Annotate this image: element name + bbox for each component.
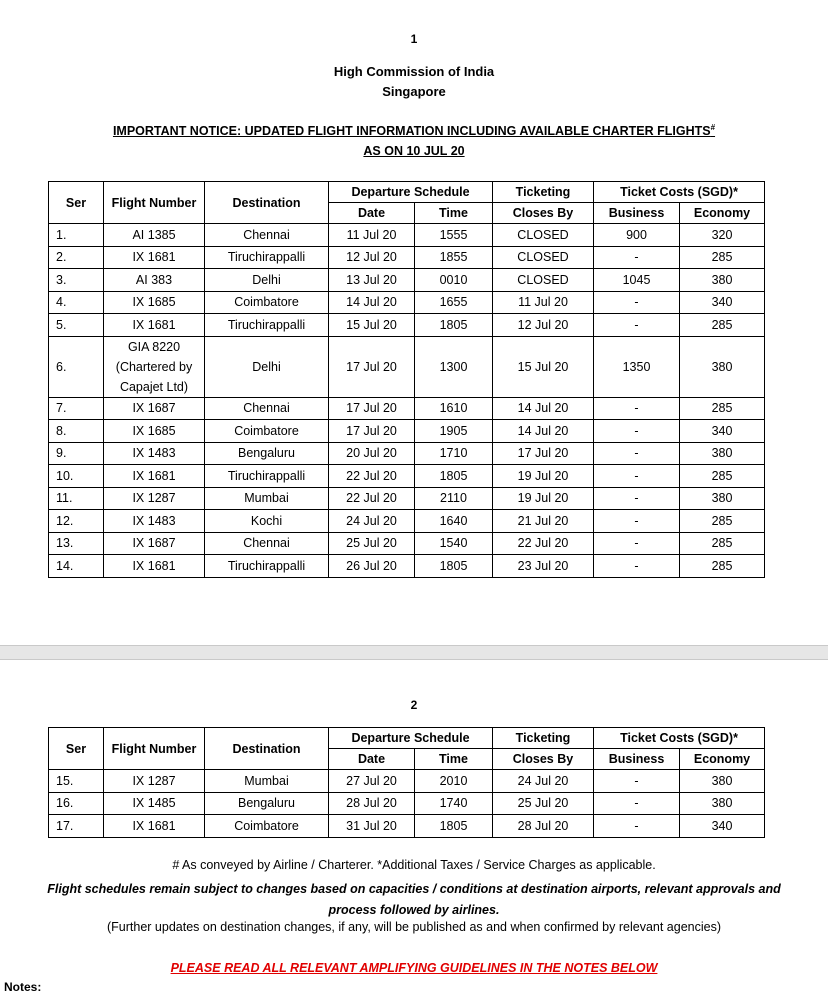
cell-economy: 340 xyxy=(680,420,765,443)
cell-time: 1740 xyxy=(415,792,493,815)
cell-date: 13 Jul 20 xyxy=(329,269,415,292)
cell-destination: Tiruchirappalli xyxy=(205,465,329,488)
table-row xyxy=(49,269,765,292)
cell-date: 22 Jul 20 xyxy=(329,465,415,488)
cell-business: - xyxy=(594,510,680,533)
cell-date: 20 Jul 20 xyxy=(329,442,415,465)
header-departure-schedule: Departure Schedule xyxy=(329,728,493,749)
cell-date: 17 Jul 20 xyxy=(329,397,415,420)
cell-economy: 380 xyxy=(680,487,765,510)
cell-flight-number: IX 1681 xyxy=(104,555,205,578)
header-destination: Destination xyxy=(205,728,329,770)
cell-flight-number: IX 1685 xyxy=(104,420,205,443)
cell-closes-by: 14 Jul 20 xyxy=(493,397,594,420)
table-row xyxy=(49,532,765,555)
cell-closes-by: 14 Jul 20 xyxy=(493,420,594,443)
cell-business: - xyxy=(594,397,680,420)
cell-time: 2110 xyxy=(415,487,493,510)
cell-economy: 285 xyxy=(680,555,765,578)
notes-label: Notes: xyxy=(4,980,42,994)
cell-time: 1555 xyxy=(415,224,493,247)
cell-date: 12 Jul 20 xyxy=(329,246,415,269)
cell-closes-by: 21 Jul 20 xyxy=(493,510,594,533)
cell-flight-number: GIA 8220 (Chartered by Capajet Ltd) xyxy=(104,336,205,397)
cell-destination: Mumbai xyxy=(205,487,329,510)
cell-destination: Tiruchirappalli xyxy=(205,246,329,269)
cell-ser: 10. xyxy=(49,465,104,488)
cell-time: 1805 xyxy=(415,555,493,578)
cell-business: - xyxy=(594,555,680,578)
cell-time: 2010 xyxy=(415,770,493,793)
cell-economy: 285 xyxy=(680,510,765,533)
cell-flight-number: IX 1687 xyxy=(104,397,205,420)
header-departure-schedule: Departure Schedule xyxy=(329,182,493,203)
table-row xyxy=(49,815,765,838)
cell-economy: 340 xyxy=(680,815,765,838)
cell-closes-by: CLOSED xyxy=(493,224,594,247)
header-business: Business xyxy=(594,203,680,224)
header-economy: Economy xyxy=(680,203,765,224)
cell-destination: Kochi xyxy=(205,510,329,533)
cell-ser: 8. xyxy=(49,420,104,443)
cell-destination: Chennai xyxy=(205,532,329,555)
footnote-airline: # As conveyed by Airline / Charterer. *Additional Taxes / Service Charges as applicable. xyxy=(172,858,656,872)
cell-economy: 285 xyxy=(680,532,765,555)
header-economy: Economy xyxy=(680,749,765,770)
table-row xyxy=(49,420,765,443)
cell-closes-by: CLOSED xyxy=(493,246,594,269)
cell-time: 1540 xyxy=(415,532,493,555)
page-separator xyxy=(0,645,828,660)
table-row xyxy=(49,487,765,510)
cell-closes-by: 15 Jul 20 xyxy=(493,336,594,397)
cell-business: - xyxy=(594,532,680,555)
cell-business: - xyxy=(594,246,680,269)
flights-table xyxy=(48,181,765,578)
header-business: Business xyxy=(594,749,680,770)
cell-economy: 320 xyxy=(680,224,765,247)
notice-title-mark: # xyxy=(710,123,716,132)
cell-economy: 380 xyxy=(680,792,765,815)
table-row xyxy=(49,291,765,314)
cell-ser: 11. xyxy=(49,487,104,510)
cell-ser: 4. xyxy=(49,291,104,314)
cell-date: 17 Jul 20 xyxy=(329,420,415,443)
cell-date: 27 Jul 20 xyxy=(329,770,415,793)
cell-date: 17 Jul 20 xyxy=(329,336,415,397)
cell-destination: Coimbatore xyxy=(205,420,329,443)
header-closes-by: Closes By xyxy=(493,203,594,224)
cell-destination: Chennai xyxy=(205,397,329,420)
cell-date: 15 Jul 20 xyxy=(329,314,415,337)
cell-ser: 17. xyxy=(49,815,104,838)
cell-flight-number: IX 1681 xyxy=(104,246,205,269)
cell-business: 1350 xyxy=(594,336,680,397)
cell-economy: 285 xyxy=(680,314,765,337)
page-number: 1 xyxy=(410,32,418,46)
header-ser: Ser xyxy=(49,182,104,224)
header-date: Date xyxy=(329,749,415,770)
cell-ser: 7. xyxy=(49,397,104,420)
cell-destination: Chennai xyxy=(205,224,329,247)
cell-destination: Coimbatore xyxy=(205,291,329,314)
cell-economy: 380 xyxy=(680,269,765,292)
cell-closes-by: 11 Jul 20 xyxy=(493,291,594,314)
cell-business: - xyxy=(594,792,680,815)
header-closes-by: Closes By xyxy=(493,749,594,770)
cell-business: - xyxy=(594,420,680,443)
cell-closes-by: 24 Jul 20 xyxy=(493,770,594,793)
cell-date: 22 Jul 20 xyxy=(329,487,415,510)
cell-flight-number: IX 1681 xyxy=(104,465,205,488)
notice-title xyxy=(0,123,828,138)
cell-ser: 5. xyxy=(49,314,104,337)
cell-time: 1855 xyxy=(415,246,493,269)
cell-economy: 380 xyxy=(680,442,765,465)
cell-time: 1640 xyxy=(415,510,493,533)
table-row xyxy=(49,224,765,247)
cell-closes-by: 17 Jul 20 xyxy=(493,442,594,465)
table-row xyxy=(49,314,765,337)
cell-destination: Delhi xyxy=(205,336,329,397)
header-time: Time xyxy=(415,749,493,770)
header-destination: Destination xyxy=(205,182,329,224)
footnote-updates: (Further updates on destination changes, if any, will be published as and when confirmed by relevant agencies) xyxy=(106,920,722,934)
cell-destination: Tiruchirappalli xyxy=(205,314,329,337)
cell-economy: 285 xyxy=(680,465,765,488)
org-name: High Commission of India xyxy=(333,64,495,79)
cell-economy: 340 xyxy=(680,291,765,314)
cell-closes-by: 25 Jul 20 xyxy=(493,792,594,815)
cell-business: - xyxy=(594,291,680,314)
header-date: Date xyxy=(329,203,415,224)
notice-date: AS ON 10 JUL 20 xyxy=(363,144,465,158)
header-ticketing: Ticketing xyxy=(493,728,594,749)
cell-date: 24 Jul 20 xyxy=(329,510,415,533)
cell-closes-by: 23 Jul 20 xyxy=(493,555,594,578)
cell-ser: 15. xyxy=(49,770,104,793)
cell-destination: Coimbatore xyxy=(205,815,329,838)
cell-ser: 1. xyxy=(49,224,104,247)
cell-economy: 285 xyxy=(680,397,765,420)
cell-ser: 6. xyxy=(49,336,104,397)
flights-table-body xyxy=(49,770,765,838)
cell-destination: Bengaluru xyxy=(205,792,329,815)
cell-ser: 12. xyxy=(49,510,104,533)
cell-business: 1045 xyxy=(594,269,680,292)
cell-flight-number: IX 1483 xyxy=(104,510,205,533)
cell-time: 0010 xyxy=(415,269,493,292)
page-two xyxy=(0,660,828,987)
table-row xyxy=(49,792,765,815)
header-ticket-costs: Ticket Costs (SGD)* xyxy=(594,182,765,203)
cell-date: 25 Jul 20 xyxy=(329,532,415,555)
cell-flight-number: IX 1287 xyxy=(104,487,205,510)
cell-date: 26 Jul 20 xyxy=(329,555,415,578)
cell-flight-number: AI 1385 xyxy=(104,224,205,247)
table-row xyxy=(49,397,765,420)
footnote-schedule-warning: Flight schedules remain subject to changes based on capacities / conditions at destination airports, relevant approvals and process followed by airlines. xyxy=(47,882,781,917)
cell-closes-by: 19 Jul 20 xyxy=(493,487,594,510)
cell-time: 1300 xyxy=(415,336,493,397)
cell-ser: 16. xyxy=(49,792,104,815)
cell-flight-number: AI 383 xyxy=(104,269,205,292)
cell-economy: 285 xyxy=(680,246,765,269)
cell-flight-number: IX 1681 xyxy=(104,815,205,838)
cell-time: 1610 xyxy=(415,397,493,420)
cell-business: - xyxy=(594,465,680,488)
cell-closes-by: CLOSED xyxy=(493,269,594,292)
table-row xyxy=(49,465,765,488)
cell-time: 1805 xyxy=(415,314,493,337)
cell-business: - xyxy=(594,487,680,510)
table-row xyxy=(49,336,765,397)
cell-closes-by: 22 Jul 20 xyxy=(493,532,594,555)
header-ser: Ser xyxy=(49,728,104,770)
header-flight-number: Flight Number xyxy=(104,182,205,224)
cell-flight-number: IX 1687 xyxy=(104,532,205,555)
cell-business: - xyxy=(594,770,680,793)
header-ticket-costs: Ticket Costs (SGD)* xyxy=(594,728,765,749)
org-location: Singapore xyxy=(382,84,446,99)
cell-ser: 14. xyxy=(49,555,104,578)
table-row xyxy=(49,510,765,533)
cell-business: - xyxy=(594,442,680,465)
header-time: Time xyxy=(415,203,493,224)
page-number: 2 xyxy=(410,698,418,712)
cell-destination: Tiruchirappalli xyxy=(205,555,329,578)
cell-flight-number: IX 1287 xyxy=(104,770,205,793)
cell-ser: 13. xyxy=(49,532,104,555)
table-row xyxy=(49,555,765,578)
cell-time: 1710 xyxy=(415,442,493,465)
cell-closes-by: 19 Jul 20 xyxy=(493,465,594,488)
cell-time: 1805 xyxy=(415,465,493,488)
cell-business: - xyxy=(594,815,680,838)
cell-date: 11 Jul 20 xyxy=(329,224,415,247)
header-ticketing: Ticketing xyxy=(493,182,594,203)
cell-destination: Delhi xyxy=(205,269,329,292)
cell-flight-number: IX 1483 xyxy=(104,442,205,465)
cell-time: 1805 xyxy=(415,815,493,838)
cell-date: 31 Jul 20 xyxy=(329,815,415,838)
cell-destination: Mumbai xyxy=(205,770,329,793)
cell-flight-number: IX 1485 xyxy=(104,792,205,815)
cell-business: - xyxy=(594,314,680,337)
cell-flight-number: IX 1685 xyxy=(104,291,205,314)
cell-time: 1655 xyxy=(415,291,493,314)
flights-table-continued xyxy=(48,727,765,838)
cell-closes-by: 28 Jul 20 xyxy=(493,815,594,838)
cell-ser: 2. xyxy=(49,246,104,269)
table-row xyxy=(49,770,765,793)
flights-table-body xyxy=(49,224,765,578)
table-row xyxy=(49,442,765,465)
cell-economy: 380 xyxy=(680,770,765,793)
cell-date: 28 Jul 20 xyxy=(329,792,415,815)
cell-flight-number: IX 1681 xyxy=(104,314,205,337)
cell-closes-by: 12 Jul 20 xyxy=(493,314,594,337)
cell-business: 900 xyxy=(594,224,680,247)
header-flight-number: Flight Number xyxy=(104,728,205,770)
table-row xyxy=(49,246,765,269)
cell-time: 1905 xyxy=(415,420,493,443)
cell-economy: 380 xyxy=(680,336,765,397)
cell-ser: 3. xyxy=(49,269,104,292)
cell-destination: Bengaluru xyxy=(205,442,329,465)
guidelines-warning: PLEASE READ ALL RELEVANT AMPLIFYING GUIDELINES IN THE NOTES BELOW xyxy=(170,961,658,975)
cell-ser: 9. xyxy=(49,442,104,465)
notice-title-text: IMPORTANT NOTICE: UPDATED FLIGHT INFORMATION INCLUDING AVAILABLE CHARTER FLIGHTS xyxy=(112,124,711,139)
cell-date: 14 Jul 20 xyxy=(329,291,415,314)
